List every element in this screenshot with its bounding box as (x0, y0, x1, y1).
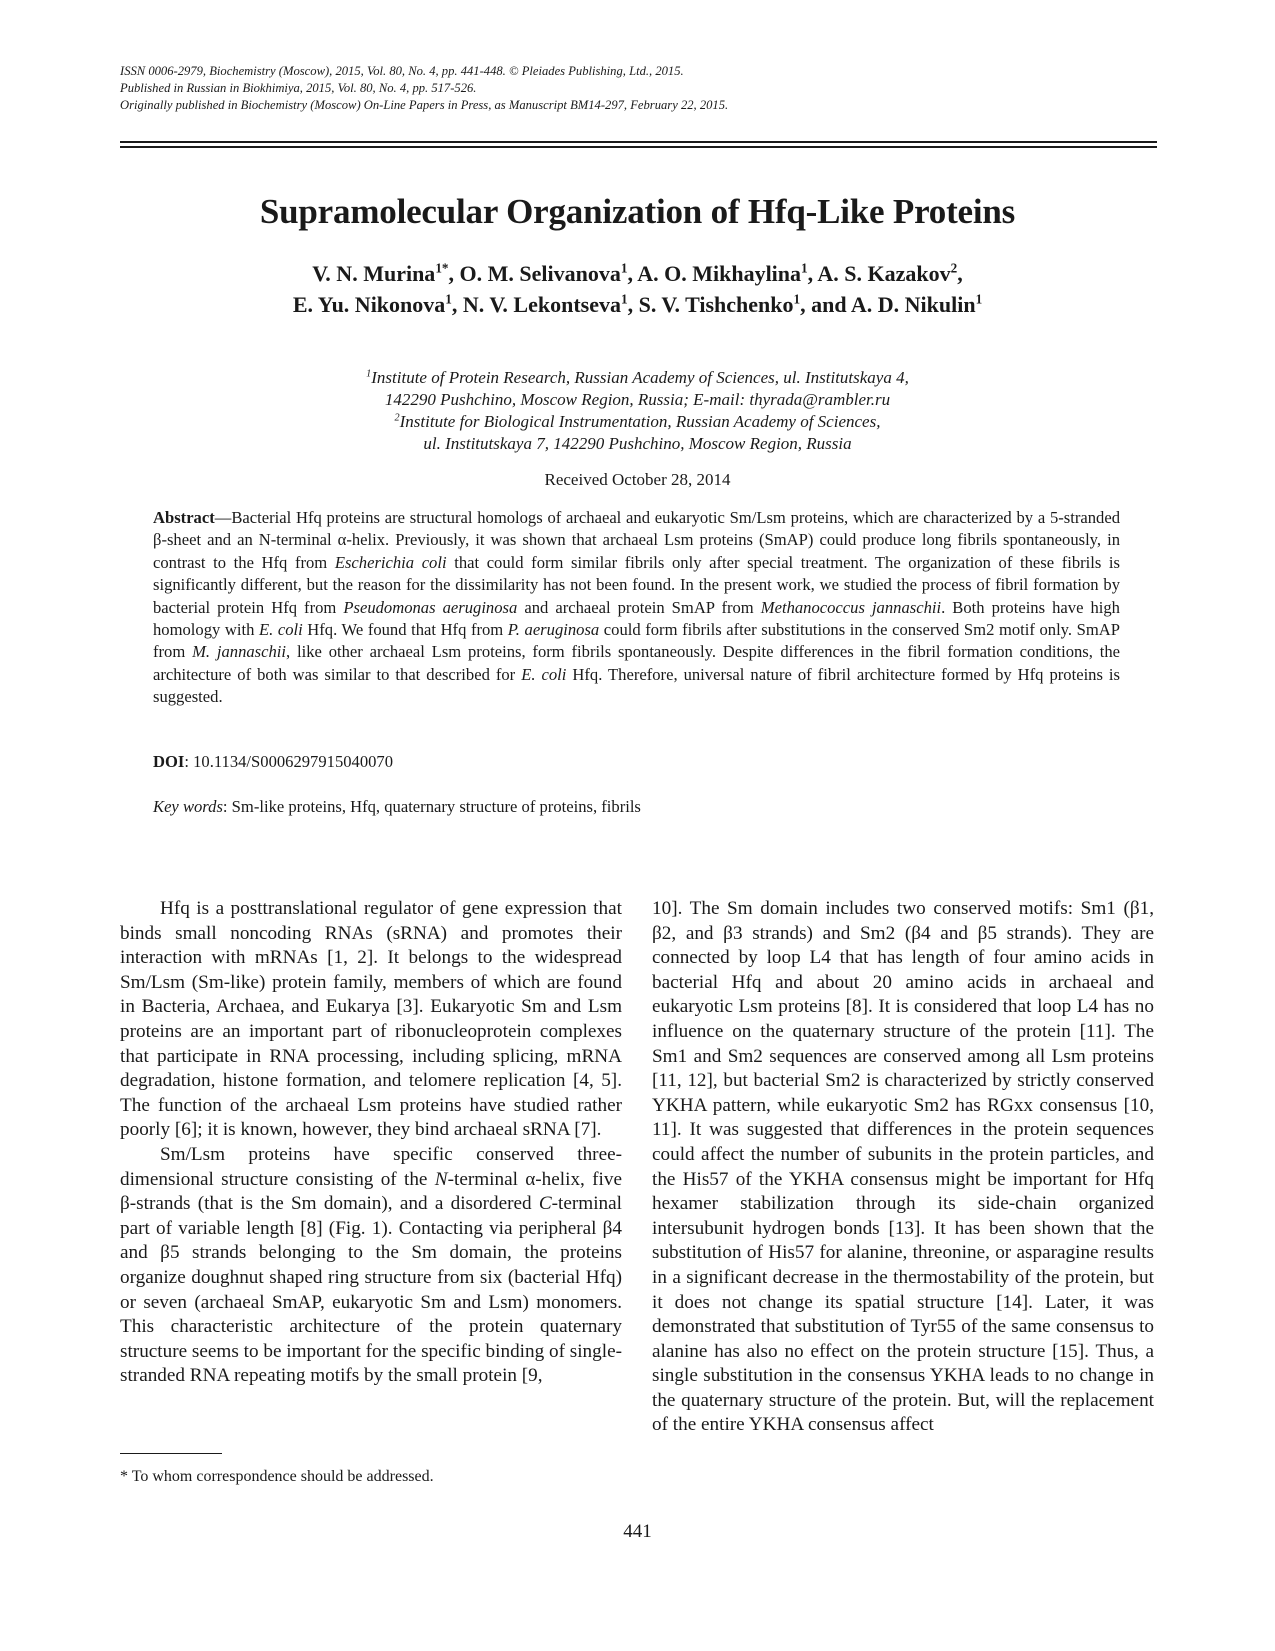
author-sep: , (957, 261, 963, 286)
author-line-2 (170, 289, 1105, 320)
affiliation-sup: 1 (366, 368, 372, 380)
received-date: Received October 28, 2014 (544, 470, 731, 489)
author-name: , S. V. Tishchenko (627, 292, 794, 317)
author-sup: 2 (950, 260, 958, 276)
abstract-species: Methanococcus jannaschii (760, 597, 942, 617)
abstract-species: Escherichia coli (334, 552, 447, 572)
author-sup: 1 (975, 291, 983, 307)
author-name: E. Yu. Nikonova (292, 292, 446, 317)
abstract-species: E. coli (521, 664, 567, 684)
keywords-label: Key words (153, 797, 223, 816)
body-text: -terminal α-helix, five β-strands (that is the Sm domain), and a disordered (120, 1168, 622, 1215)
author-name: , A. S. Kazakov (807, 261, 951, 286)
affiliation-2-line-2: ul. Institutskaya 7, 142290 Pushchino, Moscow Region, Russia (423, 434, 852, 453)
abstract (153, 507, 1120, 709)
page-number: 441 (623, 1521, 652, 1542)
body-paragraph: 10]. The Sm domain includes two conserved motifs: Sm1 (β1, β2, and β3 strands) and Sm2 (β4 and β5 strands). They are connected by loop L4 that has length of four amino acids in bacterial Hfq and about 20 amino acids in archaeal and eukaryotic Lsm proteins [8]. It is considered that loop L4 has no influence on the quaternary structure of the protein [11]. The Sm1 and Sm2 sequences are conserved among all Lsm proteins [11, 12], but bacterial Sm2 is characterized by strictly conserved YKHA pattern, while eukaryotic Sm2 has RGxx consensus [10, 11]. It was suggested that differences in the protein sequences could affect the number of subunits in the protein particles, and the His57 of the YKHA consensus might be important for Hfq hexamer stabilization through its side-chain organized intersubunit hydrogen bonds [13]. It has been shown that the substitution of His57 for alanine, threonine, or asparagine results in a significant decrease in the thermostability of the protein, but it does not change its spatial structure [14]. Later, it was demonstrated that substitution of Tyr55 of the same consensus to alanine has also no effect on the protein structure [15]. Thus, a single substitution in the consensus YKHA leads to no change in the quaternary structure of the protein. But, will the replacement of the entire YKHA consensus affect (652, 898, 1154, 1436)
body-column-right (652, 897, 1154, 1438)
author-name: , O. M. Selivanova (448, 261, 621, 286)
abstract-text: that could form similar fibrils only after special treatment. The organization of these fibrils is significantly different, but the reason for the dissimilarity has not been found. In the present work, we studied the process of fibril formation by bacterial protein Hfq from (153, 552, 1121, 617)
body-text: -terminal part of variable length [8] (Fig. 1). Contacting via peripheral β4 and β5 strands belonging to the Sm domain, the proteins organize doughnut shaped ring structure from six (bacterial Hfq) or seven (archaeal SmAP, eukaryotic Sm and Lsm) monomers. This characteristic architecture of the protein quaternary structure seems to be important for the specific binding of single-stranded RNA repeating motifs by the small protein [9, (120, 1193, 622, 1387)
header-rule-bottom (120, 146, 1157, 148)
author-name: , A. O. Mikhaylina (627, 261, 802, 286)
abstract-text: —Bacterial Hfq proteins are structural homologs of archaeal and eukaryotic Sm/Lsm proteins, which are characterized by a 5-stranded β-sheet and an N-terminal α-helix. Previously, it was shown that archaeal Lsm proteins (SmAP) could produce long fibrils spontaneously, in contrast to the Hfq from (153, 508, 1120, 572)
body-italic: C (538, 1193, 552, 1215)
abstract-species: E. coli (258, 620, 303, 640)
header-line-russian: Published in Russian in Biokhimiya, 2015, Vol. 80, No. 4, pp. 517-526. (120, 81, 477, 95)
abstract-text: could form fibrils after substitutions in the conserved Sm2 motif only. SmAP from (153, 620, 1120, 662)
doi-label: DOI (153, 752, 185, 771)
author-line-1 (170, 258, 1105, 289)
author-name: , and A. D. Nikulin (800, 292, 976, 317)
footnote-rule (120, 1453, 222, 1454)
keywords (153, 797, 641, 817)
keywords-value: : Sm-like proteins, Hfq, quaternary structure of proteins, fibrils (222, 797, 641, 816)
header-line-issn: ISSN 0006-2979, Biochemistry (Moscow), 2015, Vol. 80, No. 4, pp. 441-448. © Pleiades Publishing, Ltd., 2015. (120, 64, 684, 78)
body-paragraph (120, 1143, 622, 1389)
abstract-text: and archaeal protein SmAP from (517, 597, 761, 617)
author-name: , N. V. Lekontseva (451, 292, 621, 317)
abstract-species: M. jannaschii (192, 642, 287, 662)
abstract-species: Pseudomonas aeruginosa (343, 597, 518, 617)
paper-title: Supramolecular Organization of Hfq-Like Proteins (259, 192, 1016, 231)
body-italic: N (434, 1168, 448, 1190)
affiliation-2-line-1 (170, 411, 1105, 433)
abstract-text: Hfq. Therefore, universal nature of fibril architecture formed by Hfq proteins is suggested. (153, 664, 1120, 707)
author-name: V. N. Murina (312, 261, 436, 286)
body-paragraph: Hfq is a posttranslational regulator of gene expression that binds small noncoding RNAs (sRNA) and promotes their interaction with mRNAs [1, 2]. It belongs to the widespread Sm/Lsm (Sm-like) protein family, members of which are found in Bacteria, Archaea, and Eukarya [3]. Eukaryotic Sm and Lsm proteins are an important part of ribonucleoprotein complexes that participate in RNA processing, including splicing, mRNA degradation, histone formation, and telomere replication [4, 5]. The function of the archaeal Lsm proteins have studied rather poorly [6]; it is known, however, they bind archaeal sRNA [7]. (120, 898, 622, 1141)
author-sup: 1 (793, 291, 801, 307)
abstract-species: P. aeruginosa (507, 620, 600, 640)
author-sup: 1 (445, 291, 452, 307)
abstract-text: , like other archaeal Lsm proteins, form fibrils spontaneously. Despite differences in the fibril formation conditions, the architecture of both was similar to that described for (153, 642, 1120, 684)
author-sup: 1* (435, 260, 449, 276)
author-sup: 1 (801, 260, 808, 276)
abstract-text: Hfq. We found that Hfq from (302, 620, 508, 640)
affiliation-text: Institute for Biological Instrumentation, Russian Academy of Sciences, (399, 412, 881, 431)
author-sup: 1 (620, 291, 628, 307)
affiliation-sup: 2 (394, 412, 400, 424)
journal-header (120, 63, 1160, 114)
author-sup: 1 (620, 260, 628, 276)
footnote: * To whom correspondence should be addressed. (120, 1468, 434, 1485)
author-list (170, 258, 1105, 320)
abstract-text: . Both proteins have high homology with (153, 597, 1120, 640)
abstract-label: Abstract (153, 508, 215, 527)
affiliation-1-line-2: 142290 Pushchino, Moscow Region, Russia; E-mail: thyrada@rambler.ru (384, 390, 891, 409)
affiliation-1-line-1 (170, 367, 1105, 389)
body-text: Sm/Lsm proteins have specific conserved three-dimensional structure consisting of the (120, 1143, 622, 1190)
header-rule-top (120, 141, 1157, 143)
doi-value[interactable]: : 10.1134/S0006297915040070 (184, 752, 394, 771)
affiliation-text: Institute of Protein Research, Russian Academy of Sciences, ul. Institutskaya 4, (371, 368, 909, 387)
header-line-online: Originally published in Biochemistry (Moscow) On-Line Papers in Press, as Manuscript BM14-297, February 22, 2015. (120, 98, 729, 112)
doi (153, 752, 393, 772)
body-column-left (120, 897, 622, 1389)
affiliations (170, 367, 1105, 455)
